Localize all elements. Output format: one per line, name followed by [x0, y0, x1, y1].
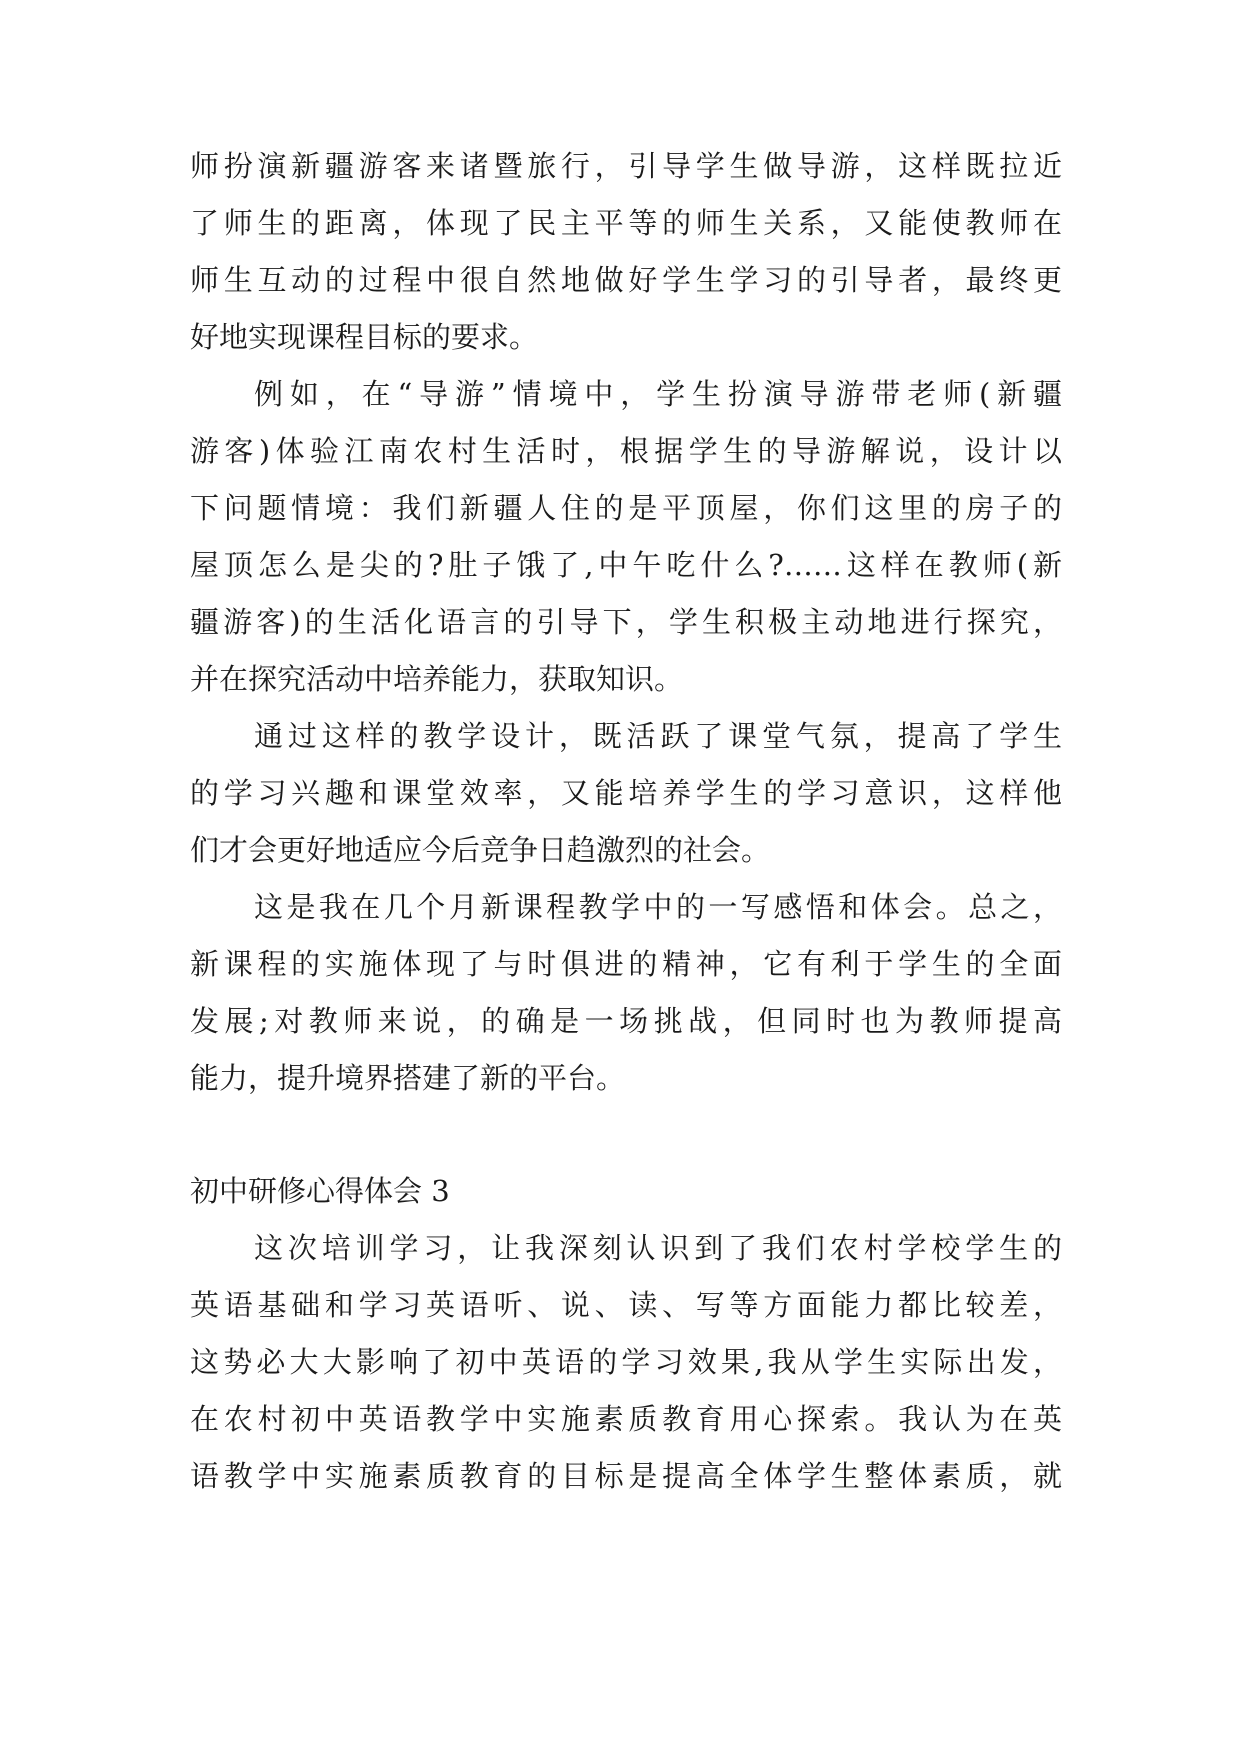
- text-line: 师生互动的过程中很自然地做好学生学习的引导者，最终更: [190, 263, 1062, 297]
- text-line: 新课程的实施体现了与时俱进的精神，它有利于学生的全面: [190, 947, 1062, 981]
- text-line: 下问题情境：我们新疆人住的是平顶屋，你们这里的房子的: [190, 491, 1062, 525]
- text-line: 英语基础和学习英语听、说、读、写等方面能力都比较差，: [190, 1288, 1062, 1322]
- paragraph-conclusion: [190, 879, 1062, 1107]
- text-line: 并在探究活动中培养能力，获取知识。: [190, 662, 684, 696]
- text-line: 能力，提升境界搭建了新的平台。: [190, 1061, 626, 1095]
- document-body: [190, 138, 1062, 1505]
- text-line: 发展;对教师来说，的确是一场挑战，但同时也为教师提高: [190, 1004, 1062, 1038]
- text-line: 这次培训学习，让我深刻认识到了我们农村学校学生的: [254, 1231, 1062, 1265]
- text-line: 师扮演新疆游客来诸暨旅行，引导学生做导游，这样既拉近: [190, 149, 1062, 183]
- text-line: 们才会更好地适应今后竞争日趋激烈的社会。: [190, 833, 771, 867]
- text-line: 了师生的距离，体现了民主平等的师生关系，又能使教师在: [190, 206, 1062, 240]
- text-line: 屋顶怎么是尖的?肚子饿了,中午吃什么?……这样在教师(新: [190, 548, 1062, 582]
- paragraph-teacher-role: [190, 138, 1062, 366]
- text-line: 在农村初中英语教学中实施素质教育用心探索。我认为在英: [190, 1402, 1062, 1436]
- text-line: 的学习兴趣和课堂效率，又能培养学生的学习意识，这样他: [190, 776, 1062, 810]
- text-line: 游客)体验江南农村生活时，根据学生的导游解说，设计以: [190, 434, 1062, 468]
- section-heading: 初中研修心得体会 3: [190, 1174, 450, 1208]
- text-line: 通过这样的教学设计，既活跃了课堂气氛，提高了学生: [254, 719, 1062, 753]
- text-line: 这是我在几个月新课程教学中的一写感悟和体会。总之，: [254, 890, 1062, 924]
- text-line: 语教学中实施素质教育的目标是提高全体学生整体素质，就: [190, 1459, 1062, 1493]
- paragraph-tour-guide-example: [190, 366, 1062, 708]
- text-line: 例如，在“导游”情境中，学生扮演导游带老师(新疆: [254, 377, 1062, 411]
- text-line: 这势必大大影响了初中英语的学习效果,我从学生实际出发，: [190, 1345, 1062, 1379]
- paragraph-teaching-design: [190, 708, 1062, 879]
- text-line: 好地实现课程目标的要求。: [190, 320, 539, 354]
- paragraph-training-reflection: [190, 1220, 1062, 1505]
- text-line: 疆游客)的生活化语言的引导下，学生积极主动地进行探究，: [190, 605, 1062, 639]
